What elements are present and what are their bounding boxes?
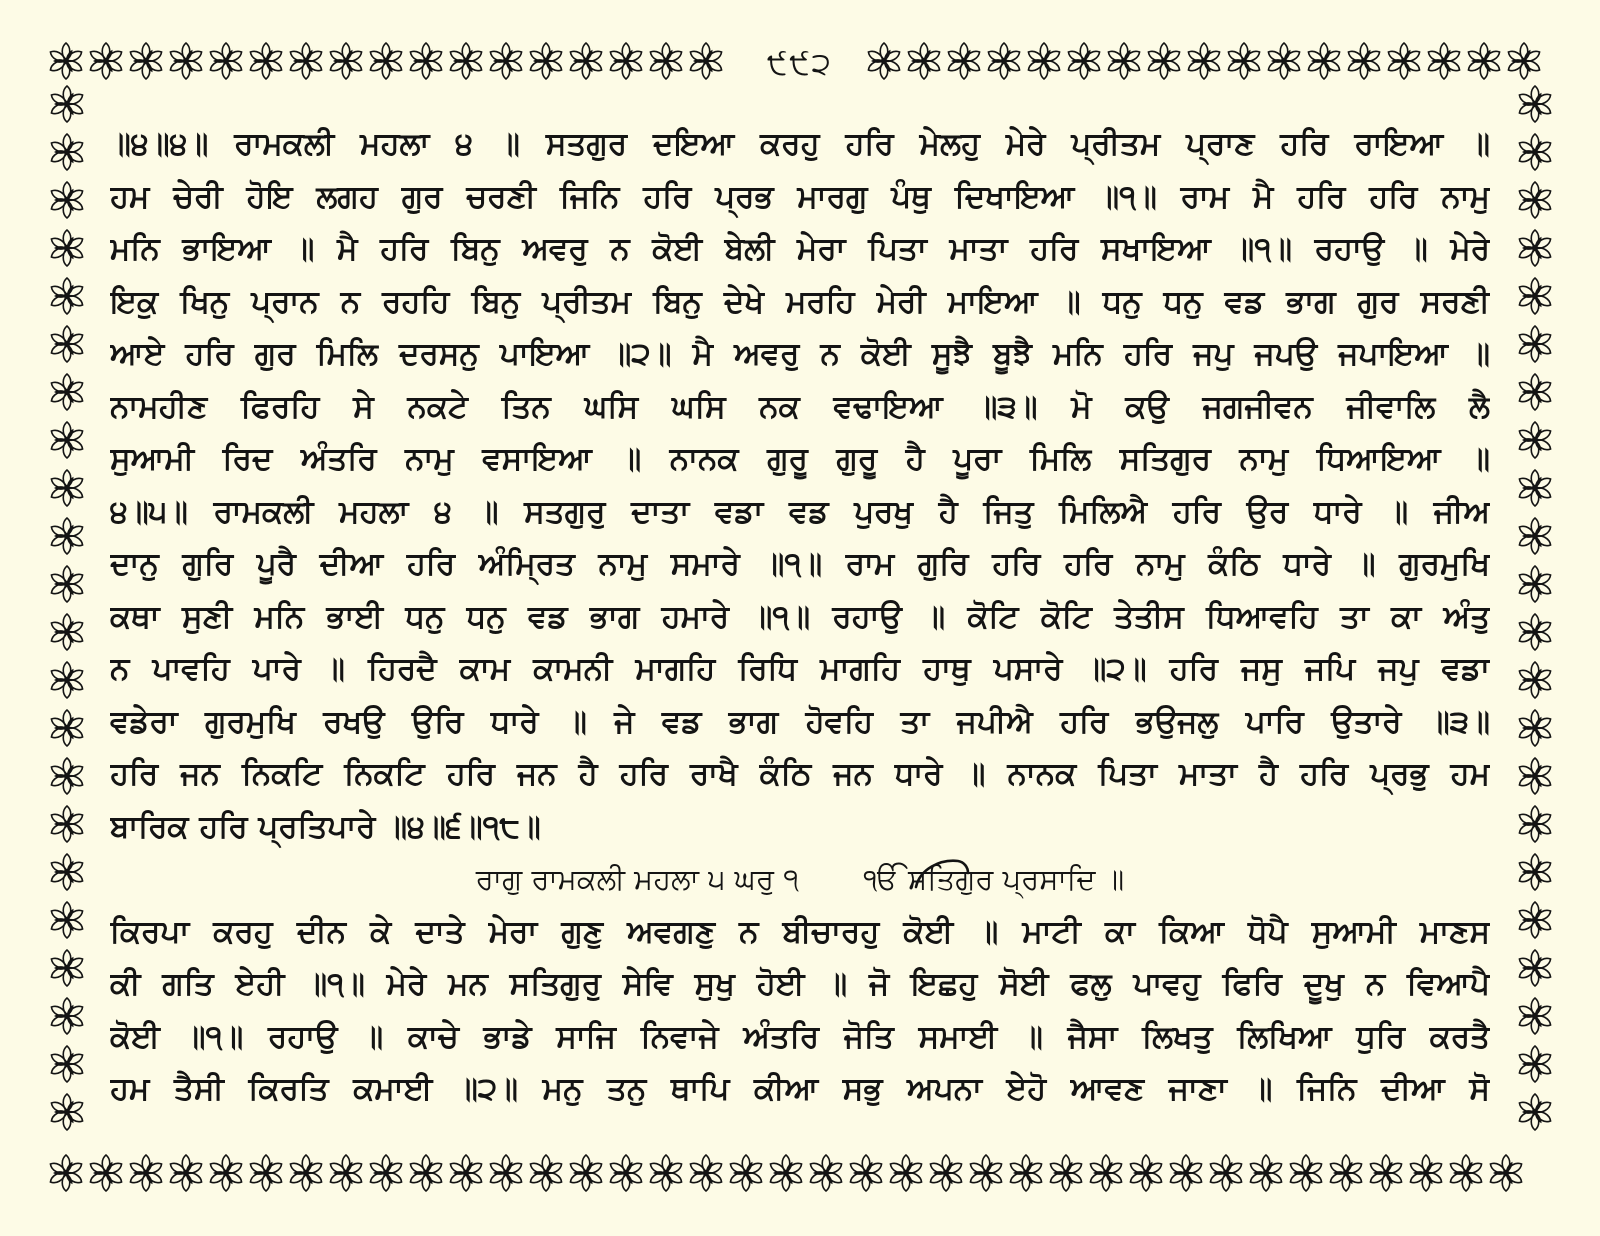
right-border-ornament — [1514, 84, 1556, 1150]
flower-ornament-icon — [1224, 41, 1264, 81]
flower-ornament-icon — [686, 1153, 726, 1193]
flower-ornament-icon — [904, 41, 944, 81]
text-line: ਕਿਰਪਾ ਕਰਹੁ ਦੀਨ ਕੇ ਦਾਤੇ ਮੇਰਾ ਗੁਣੁ ਅਵਗਣੁ ਨ ਬੀਚਾਰਹੁ ਕੋਈ ॥ ਮਾਟੀ ਕਾ ਕਿਆ ਧੋਪੈ ਸੁਆਮੀ ਮਾਣਸ — [110, 913, 1490, 950]
flower-ornament-icon — [1246, 1153, 1286, 1193]
flower-ornament-icon — [1086, 1153, 1126, 1193]
flower-ornament-icon — [286, 1153, 326, 1193]
flower-ornament-icon — [926, 1153, 966, 1193]
flower-ornament-icon — [1486, 1153, 1526, 1193]
text-line: ਨਾਮਹੀਣ ਫਿਰਹਿ ਸੇ ਨਕਟੇ ਤਿਨ ਘਸਿ ਘਸਿ ਨਕ ਵਢਾਇਆ ॥੩॥ ਮੋ ਕਉ ਜਗਜੀਵਨ ਜੀਵਾਲਿ ਲੈ — [110, 388, 1490, 425]
flower-ornament-icon — [1104, 41, 1144, 81]
flower-ornament-icon — [1206, 1153, 1246, 1193]
flower-ornament-icon — [47, 516, 87, 556]
flower-ornament-icon — [166, 1153, 206, 1193]
flower-ornament-icon — [406, 1153, 446, 1193]
flower-ornament-icon — [1515, 756, 1555, 796]
flower-ornament-icon — [366, 1153, 406, 1193]
left-border-ornament — [46, 84, 88, 1150]
text-line: ਹਮ ਤੈਸੀ ਕਿਰਤਿ ਕਮਾਈ ॥੨॥ ਮਨੁ ਤਨੁ ਥਾਪਿ ਕੀਆ ਸਭੁ ਅਪਨਾ ਏਹੋ ਆਵਣ ਜਾਣਾ ॥ ਜਿਨਿ ਦੀਆ ਸੋ — [110, 1071, 1490, 1107]
flower-ornament-icon — [1515, 228, 1555, 268]
flower-ornament-icon — [406, 41, 446, 81]
flower-ornament-icon — [166, 41, 206, 81]
flower-ornament-icon — [1515, 612, 1555, 652]
bottom-border-ornament — [46, 1152, 1556, 1194]
flower-ornament-icon — [1406, 1153, 1446, 1193]
text-line: ਵਡੇਰਾ ਗੁਰਮੁਖਿ ਰਖਉ ਉਰਿ ਧਾਰੇ ॥ ਜੇ ਵਡ ਭਾਗ ਹੋਵਹਿ ਤਾ ਜਪੀਐ ਹਰਿ ਭਉਜਲੁ ਪਾਰਿ ਉਤਾਰੇ ॥੩॥ — [110, 703, 1490, 740]
flower-ornament-icon — [47, 852, 87, 892]
flower-ornament-icon — [126, 1153, 166, 1193]
flower-ornament-icon — [726, 1153, 766, 1193]
flower-ornament-icon — [1446, 1153, 1486, 1193]
page-number: ੯੯੨ — [767, 46, 833, 82]
text-line: ॥੪॥੪॥ ਰਾਮਕਲੀ ਮਹਲਾ ੪ ॥ ਸਤਗੁਰ ਦਇਆ ਕਰਹੁ ਹਰਿ ਮੇਲਹੁ ਮੇਰੇ ਪ੍ਰੀਤਮ ਪ੍ਰਾਣ ਹਰਿ ਰਾਇਆ ॥ — [110, 126, 1490, 162]
flower-ornament-icon — [646, 1153, 686, 1193]
flower-ornament-icon — [606, 41, 646, 81]
text-line: ਮਨਿ ਭਾਇਆ ॥ ਮੈ ਹਰਿ ਬਿਨੁ ਅਵਰੁ ਨ ਕੋਈ ਬੇਲੀ ਮੇਰਾ ਪਿਤਾ ਮਾਤਾ ਹਰਿ ਸਖਾਇਆ ॥੧॥ ਰਹਾਉ ॥ ਮੇਰੇ — [110, 231, 1490, 267]
flower-ornament-icon — [206, 1153, 246, 1193]
flower-ornament-icon — [286, 41, 326, 81]
flower-ornament-icon — [864, 41, 904, 81]
flower-ornament-icon — [1515, 276, 1555, 316]
flower-ornament-icon — [886, 1153, 926, 1193]
flower-ornament-icon — [606, 1153, 646, 1193]
flower-ornament-icon — [126, 41, 166, 81]
flower-ornament-icon — [47, 420, 87, 460]
flower-ornament-icon — [47, 1092, 87, 1132]
flower-ornament-icon — [47, 84, 87, 124]
flower-ornament-icon — [1326, 1153, 1366, 1193]
flower-ornament-icon — [646, 41, 686, 81]
top-border-left-ornament — [46, 40, 736, 82]
top-border-right-ornament — [864, 40, 1556, 82]
flower-ornament-icon — [1424, 41, 1464, 81]
flower-ornament-icon — [566, 41, 606, 81]
flower-ornament-icon — [686, 41, 726, 81]
flower-ornament-icon — [1515, 660, 1555, 700]
flower-ornament-icon — [246, 41, 286, 81]
flower-ornament-icon — [1515, 468, 1555, 508]
flower-ornament-icon — [47, 324, 87, 364]
flower-ornament-icon — [806, 1153, 846, 1193]
flower-ornament-icon — [1515, 420, 1555, 460]
flower-ornament-icon — [1515, 132, 1555, 172]
flower-ornament-icon — [526, 1153, 566, 1193]
flower-ornament-icon — [326, 41, 366, 81]
flower-ornament-icon — [486, 1153, 526, 1193]
flower-ornament-icon — [47, 372, 87, 412]
text-line: ਦਾਨੁ ਗੁਰਿ ਪੂਰੈ ਦੀਆ ਹਰਿ ਅੰਮ੍ਰਿਤ ਨਾਮੁ ਸਮਾਰੇ ॥੧॥ ਰਾਮ ਗੁਰਿ ਹਰਿ ਹਰਿ ਨਾਮੁ ਕੰਠਿ ਧਾਰੇ ॥ ਗੁਰਮੁਖਿ — [110, 546, 1490, 582]
flower-ornament-icon — [1515, 804, 1555, 844]
flower-ornament-icon — [1064, 41, 1104, 81]
text-line: ਕੀ ਗਤਿ ਏਹੀ ॥੧॥ ਮੇਰੇ ਮਨ ਸਤਿਗੁਰੁ ਸੇਵਿ ਸੁਖੁ ਹੋਈ ॥ ਜੋ ਇਛਹੁ ਸੋਈ ਫਲੁ ਪਾਵਹੁ ਫਿਰਿ ਦੂਖੁ ਨ ਵਿਆਪੈ — [110, 966, 1490, 1002]
flower-ornament-icon — [86, 41, 126, 81]
flower-ornament-icon — [47, 228, 87, 268]
flower-ornament-icon — [1515, 1044, 1555, 1084]
flower-ornament-icon — [1046, 1153, 1086, 1193]
flower-ornament-icon — [766, 1153, 806, 1193]
flower-ornament-icon — [1515, 180, 1555, 220]
text-line: ਸੁਆਮੀ ਰਿਦ ਅੰਤਰਿ ਨਾਮੁ ਵਸਾਇਆ ॥ ਨਾਨਕ ਗੁਰੂ ਗੁਰੂ ਹੈ ਪੂਰਾ ਮਿਲਿ ਸਤਿਗੁਰ ਨਾਮੁ ਧਿਆਇਆ ॥ — [110, 441, 1490, 477]
flower-ornament-icon — [47, 468, 87, 508]
flower-ornament-icon — [984, 41, 1024, 81]
flower-ornament-icon — [1515, 948, 1555, 988]
text-line: ਹਰਿ ਜਨ ਨਿਕਟਿ ਨਿਕਟਿ ਹਰਿ ਜਨ ਹੈ ਹਰਿ ਰਾਖੈ ਕੰਠਿ ਜਨ ਧਾਰੇ ॥ ਨਾਨਕ ਪਿਤਾ ਮਾਤਾ ਹੈ ਹਰਿ ਪ੍ਰਭੁ ਹਮ — [110, 756, 1490, 792]
flower-ornament-icon — [1366, 1153, 1406, 1193]
flower-ornament-icon — [47, 900, 87, 940]
flower-ornament-icon — [1344, 41, 1384, 81]
flower-ornament-icon — [526, 41, 566, 81]
flower-ornament-icon — [1515, 900, 1555, 940]
flower-ornament-icon — [1515, 324, 1555, 364]
flower-ornament-icon — [966, 1153, 1006, 1193]
scripture-text — [110, 118, 1490, 1116]
flower-ornament-icon — [46, 41, 86, 81]
flower-ornament-icon — [846, 1153, 886, 1193]
flower-ornament-icon — [1515, 1092, 1555, 1132]
flower-ornament-icon — [46, 1153, 86, 1193]
flower-ornament-icon — [1515, 996, 1555, 1036]
flower-ornament-icon — [1515, 852, 1555, 892]
ik-onkar-arc-icon — [910, 855, 970, 891]
flower-ornament-icon — [47, 564, 87, 604]
flower-ornament-icon — [47, 180, 87, 220]
flower-ornament-icon — [206, 41, 246, 81]
flower-ornament-icon — [1515, 516, 1555, 556]
flower-ornament-icon — [47, 708, 87, 748]
flower-ornament-icon — [1504, 41, 1544, 81]
flower-ornament-icon — [1264, 41, 1304, 81]
flower-ornament-icon — [1304, 41, 1344, 81]
flower-ornament-icon — [486, 41, 526, 81]
flower-ornament-icon — [47, 804, 87, 844]
flower-ornament-icon — [1126, 1153, 1166, 1193]
flower-ornament-icon — [1184, 41, 1224, 81]
text-line: ਆਏ ਹਰਿ ਗੁਰ ਮਿਲਿ ਦਰਸਨੁ ਪਾਇਆ ॥੨॥ ਮੈ ਅਵਰੁ ਨ ਕੋਈ ਸੂਝੈ ਬੂਝੈ ਮਨਿ ਹਰਿ ਜਪੁ ਜਪਉ ਜਪਾਇਆ ॥ — [110, 336, 1490, 372]
flower-ornament-icon — [1166, 1153, 1206, 1193]
flower-ornament-icon — [246, 1153, 286, 1193]
flower-ornament-icon — [47, 996, 87, 1036]
flower-ornament-icon — [47, 612, 87, 652]
flower-ornament-icon — [1464, 41, 1504, 81]
flower-ornament-icon — [1024, 41, 1064, 81]
flower-ornament-icon — [1515, 564, 1555, 604]
text-line: ਕੋਈ ॥੧॥ ਰਹਾਉ ॥ ਕਾਚੇ ਭਾਡੇ ਸਾਜਿ ਨਿਵਾਜੇ ਅੰਤਰਿ ਜੋਤਿ ਸਮਾਈ ॥ ਜੈਸਾ ਲਿਖਤੁ ਲਿਖਿਆ ਧੁਰਿ ਕਰਤੈ — [110, 1018, 1490, 1055]
flower-ornament-icon — [47, 1044, 87, 1084]
flower-ornament-icon — [1286, 1153, 1326, 1193]
text-line: ਇਕੁ ਖਿਨੁ ਪ੍ਰਾਨ ਨ ਰਹਹਿ ਬਿਨੁ ਪ੍ਰੀਤਮ ਬਿਨੁ ਦੇਖੇ ਮਰਹਿ ਮੇਰੀ ਮਾਇਆ ॥ ਧਨੁ ਧਨੁ ਵਡ ਭਾਗ ਗੁਰ ਸਰਣੀ — [110, 283, 1490, 320]
flower-ornament-icon — [446, 1153, 486, 1193]
section-heading — [110, 853, 1490, 906]
section-heading-text: ਰਾਗੁ ਰਾਮਕਲੀ ਮਹਲਾ ੫ ਘਰੁ ੧ ੴ ਸਤਿਗੁਰ ਪ੍ਰਸਾਦਿ ॥ — [475, 862, 1125, 896]
text-line: ੪॥੫॥ ਰਾਮਕਲੀ ਮਹਲਾ ੪ ॥ ਸਤਗੁਰੁ ਦਾਤਾ ਵਡਾ ਵਡ ਪੁਰਖੁ ਹੈ ਜਿਤੁ ਮਿਲਿਐ ਹਰਿ ਉਰ ਧਾਰੇ ॥ ਜੀਅ — [110, 493, 1490, 530]
flower-ornament-icon — [944, 41, 984, 81]
flower-ornament-icon — [446, 41, 486, 81]
text-line-final: ਬਾਰਿਕ ਹਰਿ ਪ੍ਰਤਿਪਾਰੇ ॥੪॥੬॥੧੮॥ — [110, 808, 541, 845]
flower-ornament-icon — [366, 41, 406, 81]
flower-ornament-icon — [86, 1153, 126, 1193]
flower-ornament-icon — [47, 756, 87, 796]
flower-ornament-icon — [1384, 41, 1424, 81]
flower-ornament-icon — [47, 132, 87, 172]
text-line: ਨ ਪਾਵਹਿ ਪਾਰੇ ॥ ਹਿਰਦੈ ਕਾਮ ਕਾਮਨੀ ਮਾਗਹਿ ਰਿਧਿ ਮਾਗਹਿ ਹਾਥੁ ਪਸਾਰੇ ॥੨॥ ਹਰਿ ਜਸੁ ਜਪਿ ਜਪੁ ਵਡਾ — [110, 651, 1490, 687]
flower-ornament-icon — [1144, 41, 1184, 81]
flower-ornament-icon — [47, 276, 87, 316]
text-line: ਕਥਾ ਸੁਣੀ ਮਨਿ ਭਾਈ ਧਨੁ ਧਨੁ ਵਡ ਭਾਗ ਹਮਾਰੇ ॥੧॥ ਰਹਾਉ ॥ ਕੋਟਿ ਕੋਟਿ ਤੇਤੀਸ ਧਿਆਵਹਿ ਤਾ ਕਾ ਅੰਤੁ — [110, 598, 1490, 635]
flower-ornament-icon — [1515, 372, 1555, 412]
flower-ornament-icon — [566, 1153, 606, 1193]
text-line: ਹਮ ਚੇਰੀ ਹੋਇ ਲਗਹ ਗੁਰ ਚਰਣੀ ਜਿਨਿ ਹਰਿ ਪ੍ਰਭ ਮਾਰਗੁ ਪੰਥੁ ਦਿਖਾਇਆ ॥੧॥ ਰਾਮ ਮੈ ਹਰਿ ਹਰਿ ਨਾਮੁ — [110, 178, 1490, 215]
flower-ornament-icon — [1515, 708, 1555, 748]
flower-ornament-icon — [1515, 84, 1555, 124]
flower-ornament-icon — [47, 660, 87, 700]
flower-ornament-icon — [47, 948, 87, 988]
flower-ornament-icon — [1006, 1153, 1046, 1193]
flower-ornament-icon — [326, 1153, 366, 1193]
